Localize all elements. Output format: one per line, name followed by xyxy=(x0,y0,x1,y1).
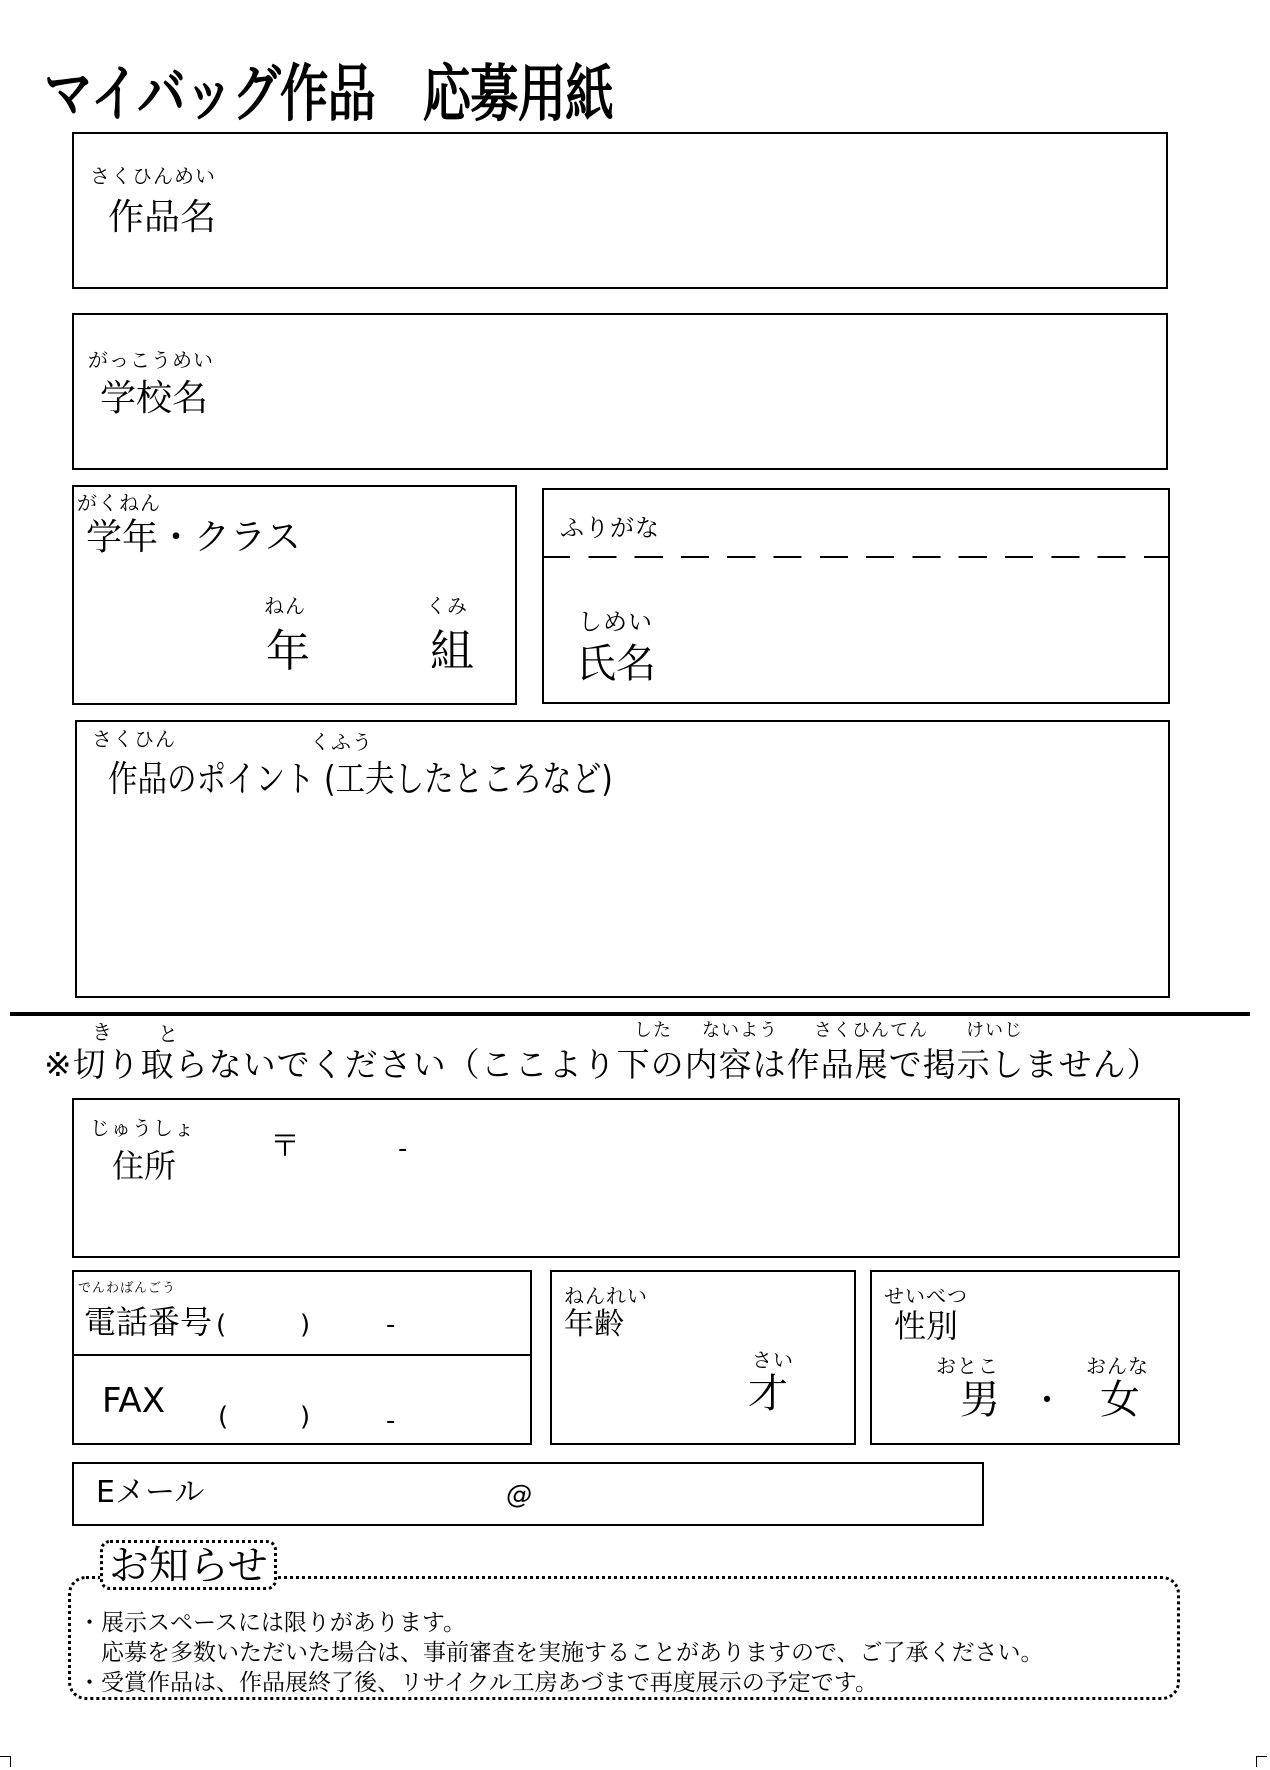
notice-line-2: 応募を多数いただいた場合は、事前審査を実施することがありますので、ご了承ください。 xyxy=(78,1640,1044,1666)
cut-notice-text: ※切り取らないでください（ここより下の内容は作品展で掲示しません） xyxy=(44,1045,1161,1084)
cut-ruby-ki: き xyxy=(92,1020,113,1044)
fax-dash: - xyxy=(386,1406,396,1436)
gender-male: 男 xyxy=(960,1377,1000,1423)
gender-label: 性別 xyxy=(894,1307,959,1345)
address-ruby: じゅうしょ xyxy=(90,1116,195,1140)
crop-mark-left xyxy=(0,1756,11,1767)
class-unit: 組 xyxy=(430,626,474,677)
email-label: Eメール xyxy=(96,1475,205,1510)
crop-mark-right xyxy=(1256,1756,1267,1767)
gender-female: 女 xyxy=(1100,1377,1140,1423)
year-unit: 年 xyxy=(266,626,310,677)
class-ruby: くみ xyxy=(426,594,468,618)
cut-line xyxy=(10,1012,1250,1016)
fax-paren-close: ) xyxy=(300,1402,311,1432)
phone-label: 電話番号 xyxy=(84,1303,213,1341)
work-name-field[interactable] xyxy=(72,132,1168,289)
furigana-divider xyxy=(544,556,1168,558)
grade-ruby: がくねん xyxy=(77,491,161,515)
school-name-field[interactable] xyxy=(72,313,1168,470)
form-title: マイバッグ作品 応募用紙 xyxy=(44,57,614,130)
gender-ruby: せいべつ xyxy=(884,1284,968,1308)
email-at: @ xyxy=(506,1480,532,1510)
phone-dash: - xyxy=(386,1310,396,1340)
phone-paren-close: ) xyxy=(300,1310,311,1340)
postal-mark: 〒 xyxy=(270,1129,300,1164)
school-name-ruby: がっこうめい xyxy=(88,348,214,372)
phone-paren-open: ( xyxy=(216,1310,227,1340)
name-label: 氏名 xyxy=(576,641,656,687)
age-label: 年齢 xyxy=(564,1307,624,1342)
age-ruby: ねんれい xyxy=(564,1284,648,1308)
work-point-label: 作品のポイント (工夫したところなど) xyxy=(108,759,613,800)
cut-ruby-naiyou: ないよう xyxy=(702,1020,778,1041)
postal-dash: - xyxy=(398,1134,408,1164)
notice-line-1: ・展示スペースには限りがあります。 xyxy=(78,1610,467,1636)
cut-ruby-keiji: けいじ xyxy=(966,1020,1023,1041)
cut-ruby-sakuhinten: さくひんてん xyxy=(814,1020,928,1041)
furigana-label: ふりがな xyxy=(560,514,660,542)
name-ruby: しめい xyxy=(578,608,653,636)
phone-ruby: でんわばんごう xyxy=(78,1281,177,1296)
female-ruby: おんな xyxy=(1086,1354,1149,1378)
work-point-ruby-sakuhin: さくひん xyxy=(92,727,176,751)
address-field[interactable] xyxy=(72,1098,1180,1258)
notice-line-3: ・受賞作品は、作品展終了後、リサイクル工房あづまで再度展示の予定です。 xyxy=(78,1670,878,1696)
age-unit-ruby: さい xyxy=(752,1348,794,1372)
grade-class-label: 学年・クラス xyxy=(86,517,301,558)
work-name-ruby: さくひんめい xyxy=(90,164,216,188)
phone-fax-divider xyxy=(72,1354,532,1356)
gender-separator: ・ xyxy=(1030,1381,1064,1421)
year-ruby: ねん xyxy=(264,594,306,618)
work-point-ruby-kufu: くふう xyxy=(310,730,373,754)
school-name-label: 学校名 xyxy=(100,378,209,419)
fax-paren-open: ( xyxy=(218,1402,229,1432)
address-label: 住所 xyxy=(112,1147,177,1185)
male-ruby: おとこ xyxy=(936,1354,999,1378)
age-unit: 才 xyxy=(748,1371,788,1417)
fax-label: FAX xyxy=(102,1381,165,1421)
cut-ruby-shita: した xyxy=(634,1020,672,1041)
work-name-label: 作品名 xyxy=(108,197,217,238)
cut-ruby-to: と xyxy=(158,1022,179,1046)
notice-heading: お知らせ xyxy=(100,1540,277,1590)
